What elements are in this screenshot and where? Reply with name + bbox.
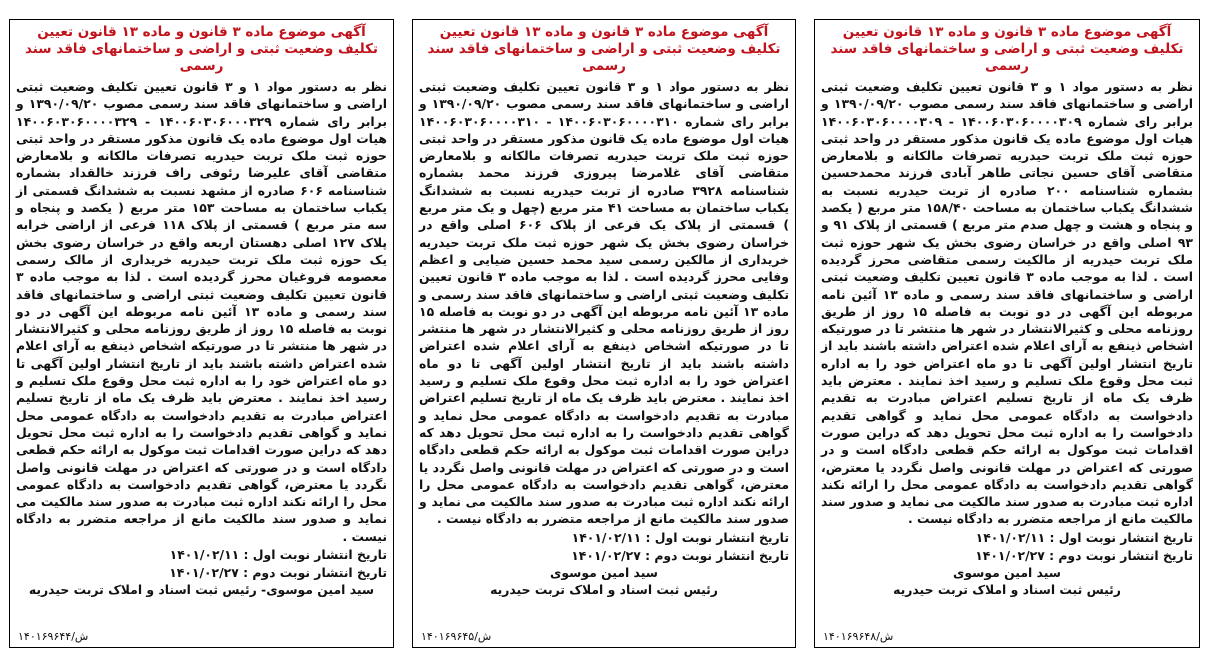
ad-notice-middle xyxy=(412,19,796,648)
ad-body: نظر به دستور مواد ۱ و ۳ قانون تعیین تکلیف وضعیت ثبتی اراضی و ساختمانهای فاقد سند رسمی مصوب ۱۳۹۰/۰۹/۲۰ و برابر رای شماره ۱۴۰۰۶۰۳۰۶۰۰۰۰۳۰۹ - ۱۴۰۰۶۰۳۰۶۰۰۰۰۳۰۹ هیات اول موضوع ماده یک قانون مذکور مستقر در واحد ثبتی حوزه ثبت ملک تربت حیدریه تصرفات مالکانه و بلامعارض متقاضی آقای حسین نجاتی طاهر آبادی فرزند محمدحسین بشماره شناسنامه ۲۰۰ صادره از تربت حیدریه نسبت به ششدانگ یکباب ساختمان به مساحت ۱۵۸/۴۰ متر مربع ( یکصد و پنجاه و هشت و چهل صدم متر مربع ) قسمتی از پلاک ۹۱ و ۹۳ اصلی واقع در خراسان رضوی بخش یک شهر حوزه ثبت ملک تربت حیدریه از مالکیت رسمی متقاضی محرز گردیده است . لذا به موجب ماده ۳ قانون تعیین تکلیف وضعیت ثبتی اراضی و ساختمانهای فاقد سند رسمی و ماده ۱۳ آئین نامه مربوطه این آگهی در دو نوبت به فاصله ۱۵ روز از طریق روزنامه محلی و کثیرالانتشار در شهر ها منتشر تا در صورتیکه اشخاص ذینفع به آرای اعلام شده اعتراض داشته باشند باید از تاریخ انتشار اولین آگهی تا دو ماه اعتراض خود را به اداره ثبت محل وقوع ملک تسلیم و رسید اخذ نمایند . معترض باید ظرف یک ماه از تاریخ تسلیم اعتراض مبادرت به تقدیم دادخواست به دادگاه عمومی محل نماید و گواهی تقدیم دادخواست را به اداره ثبت محل تحویل دهد که دراین صورت اقدامات ثبت موکول به ارائه حکم قطعی دادگاه است و در صورتی که اعتراض در مهلت قانونی واصل نگردد یا معترض، گواهی تقدیم دادخواست به دادگاه عمومی محل را ارائه نکند اداره ثبت مبادرت به صدور سند مالکیت می نماید و صدور سند مالکیت مانع از مراجعه متضرر به دادگاه نیست . xyxy=(821,79,1194,527)
ad-date-second: تاریخ انتشار نوبت دوم : ۱۴۰۱/۰۲/۲۷ xyxy=(571,547,789,563)
ad-date-first: تاریخ انتشار نوبت اول : ۱۴۰۱/۰۲/۱۱ xyxy=(975,529,1193,545)
ad-code: ش/۱۴۰۱۶۹۶۴۸ xyxy=(823,630,894,643)
ad-date-first: تاریخ انتشار نوبت اول : ۱۴۰۱/۰۲/۱۱ xyxy=(169,547,387,563)
ad-signature: سید امین موسوی- رئیس ثبت اسناد و املاک تربت حیدریه xyxy=(28,582,375,598)
ad-code: ش/۱۴۰۱۶۹۶۴۴ xyxy=(18,630,89,643)
ad-title: آگهی موضوع ماده ۳ قانون و ماده ۱۳ قانون تعیین تکلیف وضعیت ثبتی و اراضی و ساختمانهای فاقد سند رسمی xyxy=(830,24,1184,74)
ad-date-second: تاریخ انتشار نوبت دوم : ۱۴۰۱/۰۲/۲۷ xyxy=(169,565,387,581)
ad-signature-title: رئیس ثبت اسناد و املاک تربت حیدریه xyxy=(893,581,1121,597)
ad-title: آگهی موضوع ماده ۳ قانون و ماده ۱۳ قانون تعیین تکلیف وضعیت ثبتی و اراضی و ساختمانهای فاقد سند رسمی xyxy=(25,24,378,74)
ad-title: آگهی موضوع ماده ۳ قانون و ماده ۱۳ قانون تعیین تکلیف وضعیت ثبتی و اراضی و ساختمانهای فاقد سند رسمی xyxy=(427,24,781,74)
ad-body: نظر به دستور مواد ۱ و ۳ قانون تعیین تکلیف وضعیت ثبتی اراضی و ساختمانهای فاقد سند رسمی مصوب ۱۳۹۰/۰۹/۲۰ و برابر رای شماره ۱۴۰۰۶۰۳۰۶۰۰۰۳۲۹ - ۱۴۰۰۶۰۳۰۶۰۰۰۰۳۲۹ هیات اول موضوع ماده یک قانون مذکور مستقر در واحد ثبتی حوزه ثبت ملک تربت حیدریه تصرفات مالکانه و بلامعارض متقاضی آقای علیرضا رئوفی راف فرزند خالقداد بشماره شناسنامه ۶۰۶ صادره از مشهد نسبت به ششدانگ قسمتی از یکباب ساختمان به مساحت ۱۵۳ متر مربع ( یکصد و پنجاه و سه متر مربع ) قسمتی از پلاک ۱۱۸ فرعی از اراضی خرابه پلاک ۱۲۷ اصلی دهستان اربعه واقع در خراسان رضوی بخش یک حوزه ثبت ملک تربت حیدریه خریداری از مالک رسمی معصومه فروغیان محرز گردیده است . لذا به موجب ماده ۳ قانون تعیین تکلیف وضعیت ثبتی اراضی و ساختمانهای فاقد سند رسمی و ماده ۱۳ آئین نامه مربوطه این آگهی در دو نوبت به فاصله ۱۵ روز از طریق روزنامه محلی و کثیرالانتشار در شهر ها منتشر تا در صورتیکه اشخاص ذینفع به آرای اعلام شده اعتراض داشته باشند باید از تاریخ انتشار اولین آگهی تا دو ماه اعتراض خود را به اداره ثبت محل وقوع ملک تسلیم و رسید اخذ نمایند . معترض باید ظرف یک ماه از تاریخ تسلیم اعتراض مبادرت به تقدیم دادخواست به دادگاه عمومی محل نماید و گواهی تقدیم دادخواست را به اداره ثبت محل تحویل دهد که دراین صورت اقدامات ثبت موکول به ارائه حکم قطعی دادگاه است و در صورتی که اعتراض در مهلت قانونی واصل نگردد یا معترض، گواهی تقدیم دادخواست به دادگاه عمومی محل را ارائه نکند اداره ثبت مبادرت به صدور سند مالکیت می نماید و صدور سند مالکیت مانع از مراجعه متضرر به دادگاه نیست . xyxy=(16,79,388,544)
ad-signature-name: سید امین موسوی xyxy=(953,564,1061,580)
ad-signature-name: سید امین موسوی xyxy=(550,564,658,580)
ad-notice-right xyxy=(814,19,1200,648)
ad-notice-left xyxy=(9,19,394,648)
ad-date-second: تاریخ انتشار نوبت دوم : ۱۴۰۱/۰۲/۲۷ xyxy=(975,547,1193,563)
ad-signature-title: رئیس ثبت اسناد و املاک تربت حیدریه xyxy=(490,581,718,597)
ad-date-first: تاریخ انتشار نوبت اول : ۱۴۰۱/۰۲/۱۱ xyxy=(571,529,789,545)
ad-code: ش/۱۴۰۱۶۹۶۴۵ xyxy=(421,630,492,643)
ad-body: نظر به دستور مواد ۱ و ۳ قانون تعیین تکلیف وضعیت ثبتی اراضی و ساختمانهای فاقد سند رسمی مصوب ۱۳۹۰/۰۹/۲۰ و برابر رای شماره ۱۴۰۰۶۰۳۰۶۰۰۰۰۳۱۰ - ۱۴۰۰۶۰۳۰۶۰۰۰۰۳۱۰ هیات اول موضوع ماده یک قانون مذکور مستقر در واحد ثبتی حوزه ثبت ملک تربت حیدریه تصرفات مالکانه و بلامعارض متقاضی آقای غلامرضا پیروزی فرزند محمد بشماره شناسنامه ۳۹۲۸ صادره از تربت حیدریه نسبت به ششدانگ یکباب ساختمان به مساحت ۴۱ متر مربع (چهل و یک متر مربع ) قسمتی از پلاک یک فرعی از پلاک ۶۰۶ اصلی واقع در خراسان رضوی بخش یک شهر حوزه ثبت ملک تربت حیدریه خریداری از مالکین رسمی سید محمد حسین ضیایی و اعظم وفایی محرز گردیده است . لذا به موجب ماده ۳ قانون تعیین تکلیف وضعیت ثبتی اراضی و ساختمانهای فاقد سند رسمی و ماده ۱۳ آئین نامه مربوطه این آگهی در دو نوبت به فاصله ۱۵ روز از طریق روزنامه محلی و کثیرالانتشار در شهر ها منتشر تا در صورتیکه اشخاص ذینفع به آرای اعلام شده اعتراض داشته باشند باید از تاریخ انتشار اولین آگهی تا دو ماه اعتراض خود را به اداره ثبت محل وقوع ملک تسلیم و رسید اخذ نمایند . معترض باید ظرف یک ماه از تاریخ تسلیم اعتراض مبادرت به تقدیم دادخواست به دادگاه عمومی محل نماید و گواهی تقدیم دادخواست را به اداره ثبت محل تحویل دهد که دراین صورت اقدامات ثبت موکول به ارائه حکم قطعی دادگاه است و در صورتی که اعتراض در مهلت قانونی واصل نگردد یا معترض، گواهی تقدیم دادخواست به دادگاه عمومی محل را ارائه نکند اداره ثبت مبادرت به صدور سند مالکیت می نماید و صدور سند مالکیت مانع از مراجعه متضرر به دادگاه نیست . xyxy=(419,79,790,527)
